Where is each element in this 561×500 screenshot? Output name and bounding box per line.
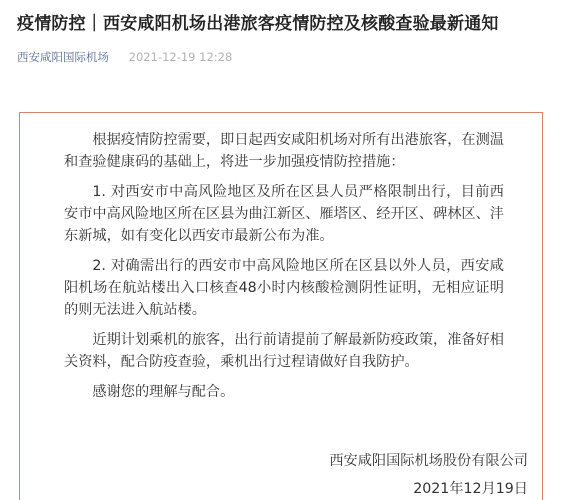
notice-measure-1: 1. 对西安市中高风险地区及所在区县人员严格限制出行，目前西安市中高风险地区所在区县为曲江新区、雁塔区、经开区、碑林区、沣东新城，如有变化以西安市最新公布为准。 bbox=[64, 184, 504, 244]
notice-thanks-paragraph: 感谢您的理解与配合。 bbox=[92, 384, 235, 400]
article-title: 疫情防控｜西安咸阳机场出港旅客疫情防控及核酸查验最新通知 bbox=[17, 14, 499, 34]
signature-organization: 西安咸阳国际机场股份有限公司 bbox=[329, 453, 528, 469]
notice-measure-2: 2. 对确需出行的西安市中高风险地区所在区县以外人员，西安咸阳机场在航站楼出入口核查48小时内核酸检测阴性证明，无相应证明的则无法进入航站楼。 bbox=[64, 258, 504, 318]
notice-body bbox=[64, 129, 504, 411]
notice-advice-paragraph: 近期计划乘机的旅客，出行前请提前了解最新防疫政策，准备好相关资料，配合防疫查验，乘机出行过程请做好自我防护。 bbox=[64, 332, 504, 370]
publish-time: 2021-12-19 12:28 bbox=[128, 50, 233, 64]
source-account-link[interactable]: 西安咸阳国际机场 bbox=[17, 50, 109, 64]
article-meta bbox=[17, 48, 232, 66]
notice-intro-paragraph: 根据疫情防控需要，即日起西安咸阳机场对所有出港旅客，在测温和查验健康码的基础上，将进一步加强疫情防控措施： bbox=[64, 132, 504, 170]
notice-frame bbox=[19, 112, 543, 500]
signature-date: 2021年12月19日 bbox=[413, 481, 528, 497]
